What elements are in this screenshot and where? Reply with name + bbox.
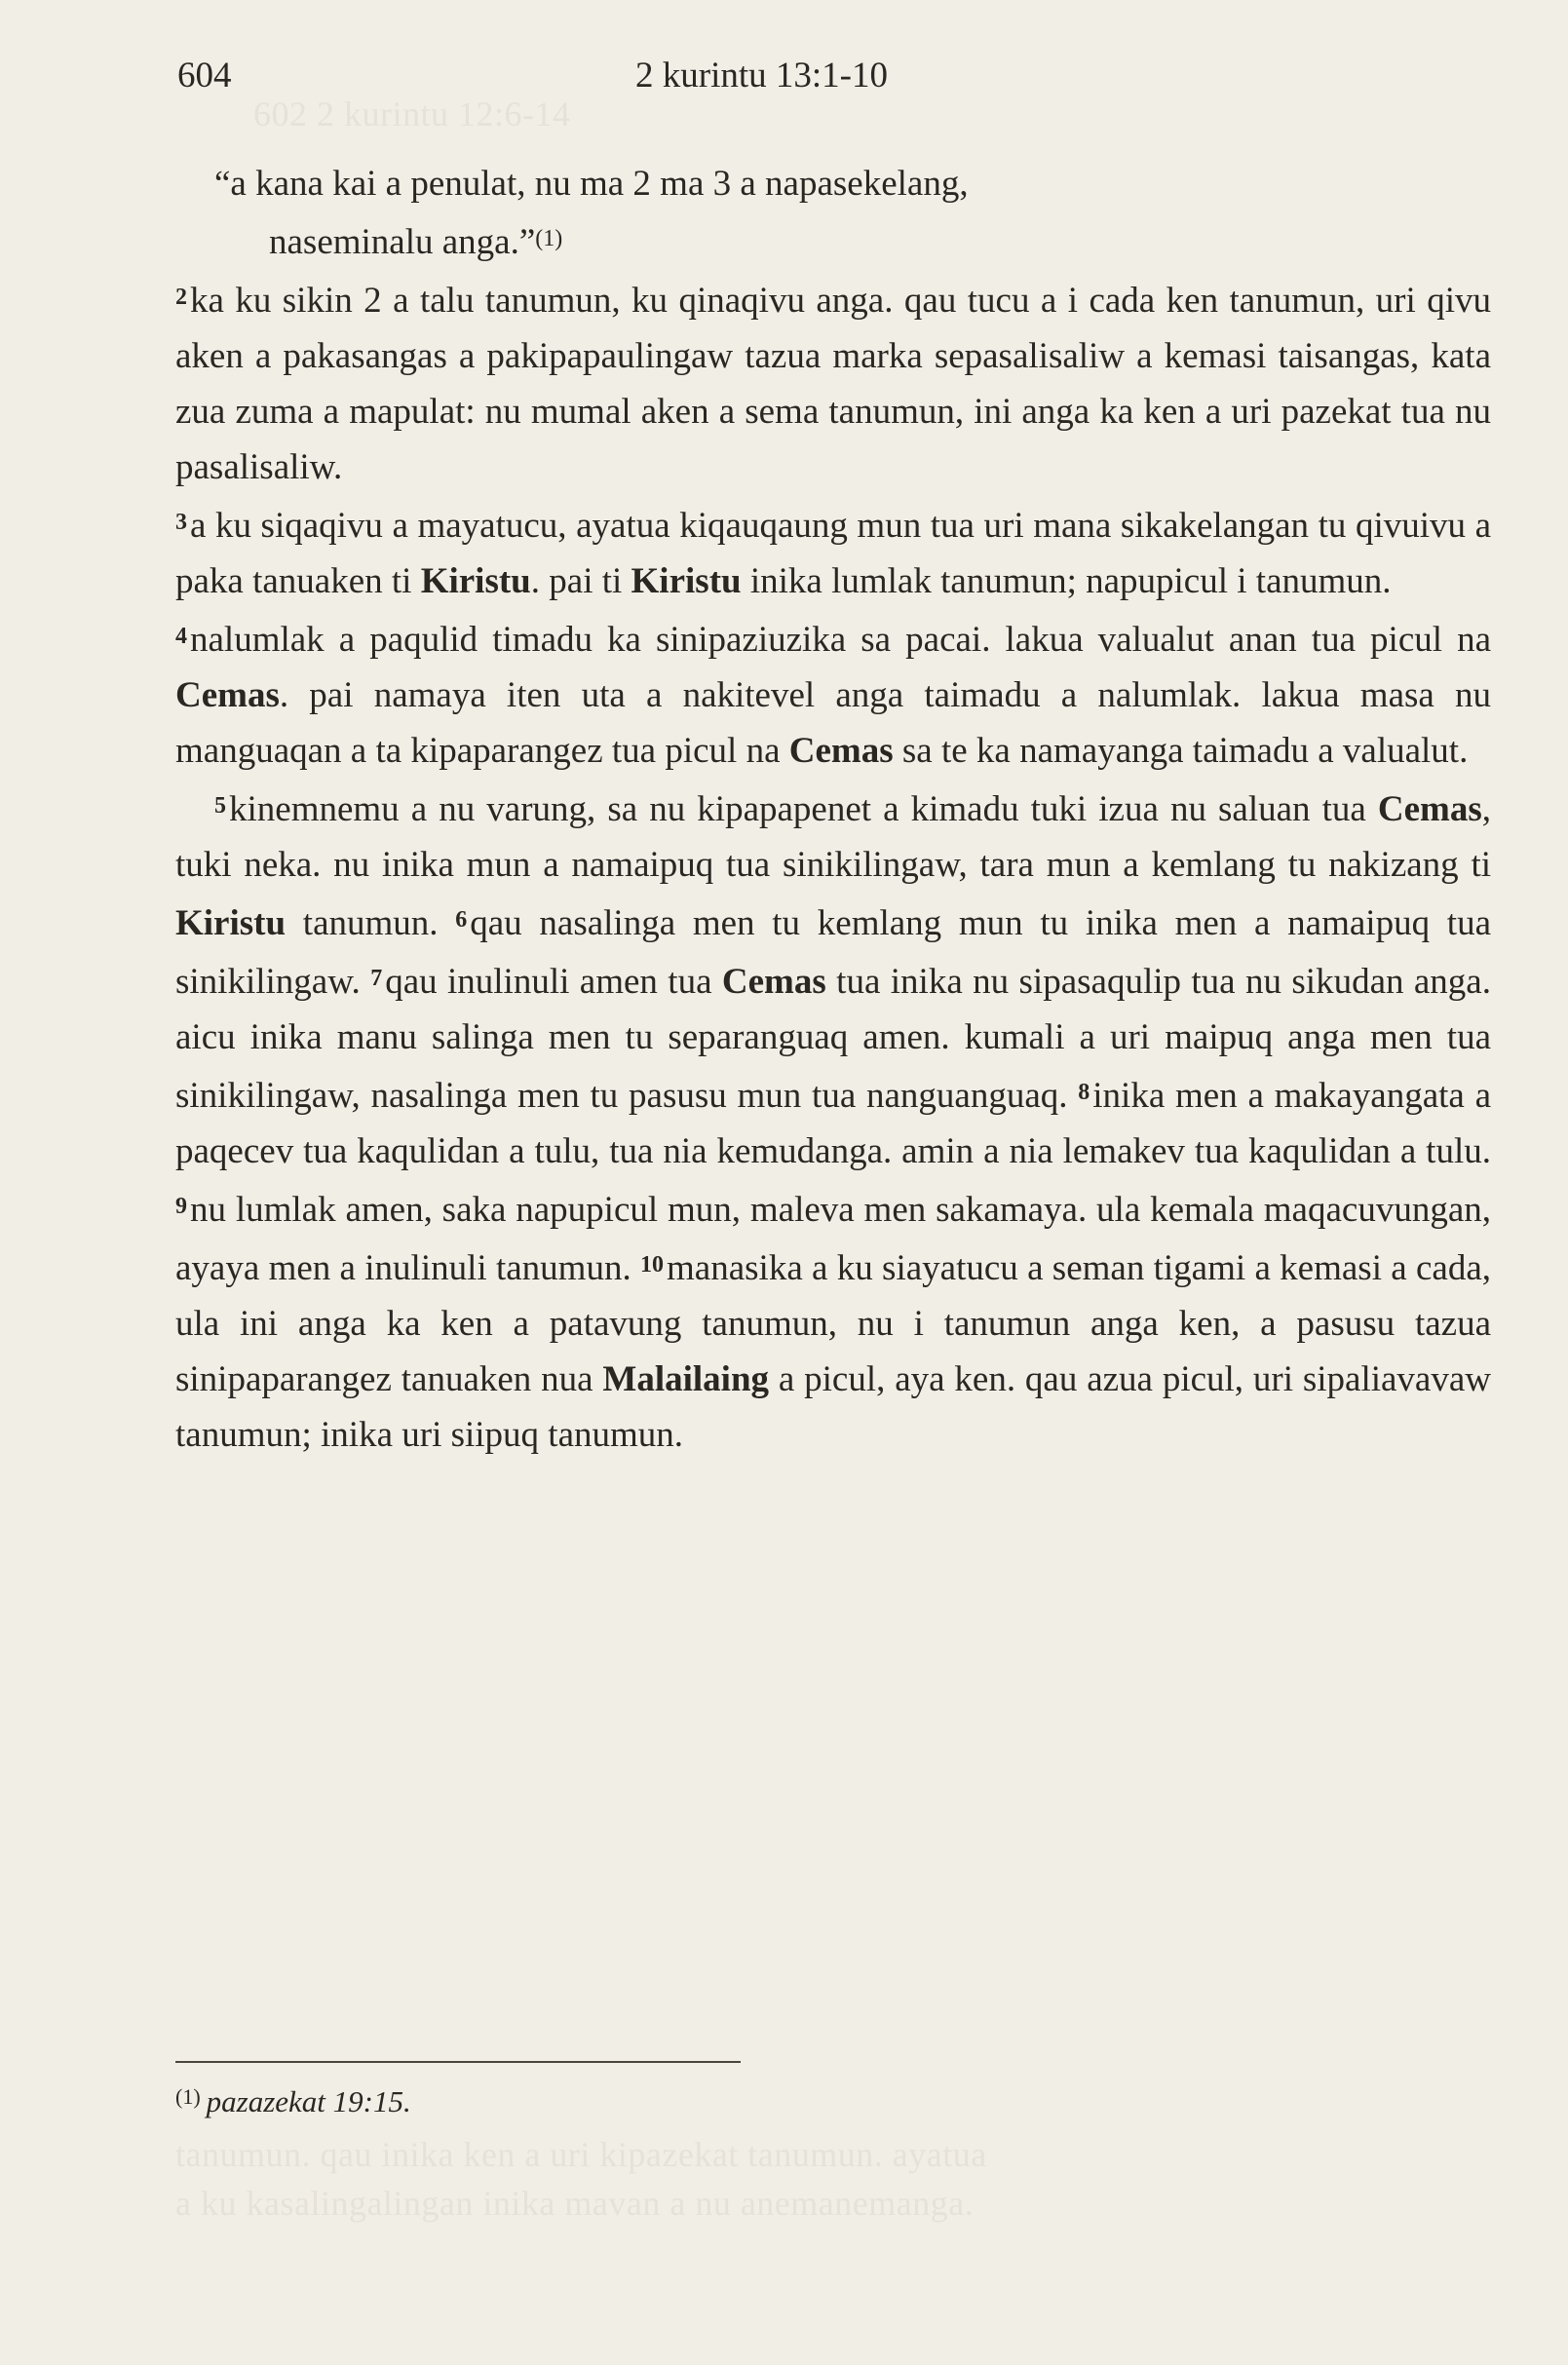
name-cemas: Cemas	[721, 962, 826, 1002]
page-header	[177, 55, 1434, 113]
name-cemas: Cemas	[1377, 789, 1482, 829]
footnote-mark: (1)	[175, 2084, 201, 2109]
name-kiristu: Kiristu	[175, 903, 287, 943]
name-malailaing: Malailaing	[602, 1359, 770, 1399]
name-kiristu: Kiristu	[631, 561, 742, 601]
footnote	[175, 2083, 411, 2119]
verse-number: 8	[1078, 1080, 1090, 1105]
bleed-through-text: tanumun. qau inika ken a uri kipazekat tanumun. ayatua	[175, 2135, 987, 2174]
verse-2: $^2$ka ku sikin 2 a talu tanumun, ku qinaqivu anga. qau tucu a i cada ken tanumun, uri qivu aken a pakasangas a pakipapaulingaw tazua marka sepasalisaliw a kemasi taisangas, kata zua zuma a mapulat: nu mumal aken a sema tanumun, ini anga ka ken a uri pazekat tua nu pasalisaliw.	[175, 281, 1491, 487]
verse-number: 7	[370, 966, 383, 991]
verse-number: 10	[640, 1252, 665, 1278]
verse-number: 9	[175, 1194, 187, 1219]
body-text	[175, 156, 1491, 1463]
verse-number: 5	[214, 793, 226, 819]
verse-number: 6	[455, 907, 468, 933]
footnote-text: pazazekat 19:15.	[206, 2084, 411, 2118]
verse-5-to-10: $^5$kinemnemu a nu varung, sa nu kipapapenet a kimadu tuki izua nu saluan tua Cemas, tuki neka. nu inika mun a namaipuq tua sinikilingaw, tara mun a kemlang tu nakizang ti Kiristu tanumun. $^6$qau nasalinga men tu kemlang mun tu inika men a namaipuq tua sinikilingaw. $^7$qau inulinuli amen tua Cemas tua inika nu sipasaqulip tua nu sikudan anga. aicu inika manu salinga men tu separanguaq amen. kumali a uri maipuq anga men tua sinikilingaw, nasalinga men tu pasusu mun tua nanguanguaq. $^8$inika men a makayangata a paqecev tua kaqulidan a tulu, tua nia kemudanga. amin a nia lemakev tua kaqulidan a tulu. $^9$nu lumlak amen, saka napupicul mun, maleva men sakamaya. ula kemala maqacuvungan, ayaya men a inulinuli tanumun. $^{10}$manasika a ku siayatucu a seman tigami a kemasi a cada, ula ini anga ka ken a patavung tanumun, nu i tanumun anga ken, a pasusu tazua sinipaparangez tanuaken nua Malailaing a picul, aya ken. qau azua picul, uri sipaliavavaw tanumun; inika uri siipuq tanumun.	[175, 789, 1492, 1455]
quote-line-2: naseminalu anga.”$^{(1)}$	[269, 222, 563, 262]
bleed-through-text: a ku kasalingalingan inika mavan a nu anemanemanga.	[175, 2184, 975, 2223]
verse-number: 3	[175, 510, 187, 535]
name-cemas: Cemas	[788, 731, 894, 771]
footnote-divider	[175, 2061, 741, 2063]
verse-number: 4	[175, 624, 187, 649]
verse-3: $^3$a ku siqaqivu a mayatucu, ayatua kiqauqaung mun tua uri mana sikakelangan tu qivuivu a paka tanuaken ti Kiristu. pai ti Kiristu inika lumlak tanumun; napupicul i tanumun.	[175, 506, 1491, 601]
verse-number: 2	[175, 285, 187, 310]
page-number: 604	[177, 56, 232, 95]
bleed-through-text: 602 2 kurintu 12:6-14	[253, 95, 571, 134]
quote-line-1: “a kana kai a penulat, nu ma 2 ma 3 a napasekelang,	[214, 164, 969, 204]
name-kiristu: Kiristu	[420, 561, 531, 601]
running-head: 2 kurintu 13:1-10	[635, 56, 888, 95]
verse-4: $^4$nalumlak a paqulid timadu ka sinipaziuzika sa pacai. lakua valualut anan tua picul na Cemas. pai namaya iten uta a nakitevel anga taimadu a nalumlak. lakua masa nu manguaqan a ta kipaparangez tua picul na Cemas sa te ka namayanga taimadu a valualut.	[175, 620, 1491, 771]
name-cemas: Cemas	[175, 675, 280, 715]
footnote-reference[interactable]: (1)	[535, 226, 563, 251]
